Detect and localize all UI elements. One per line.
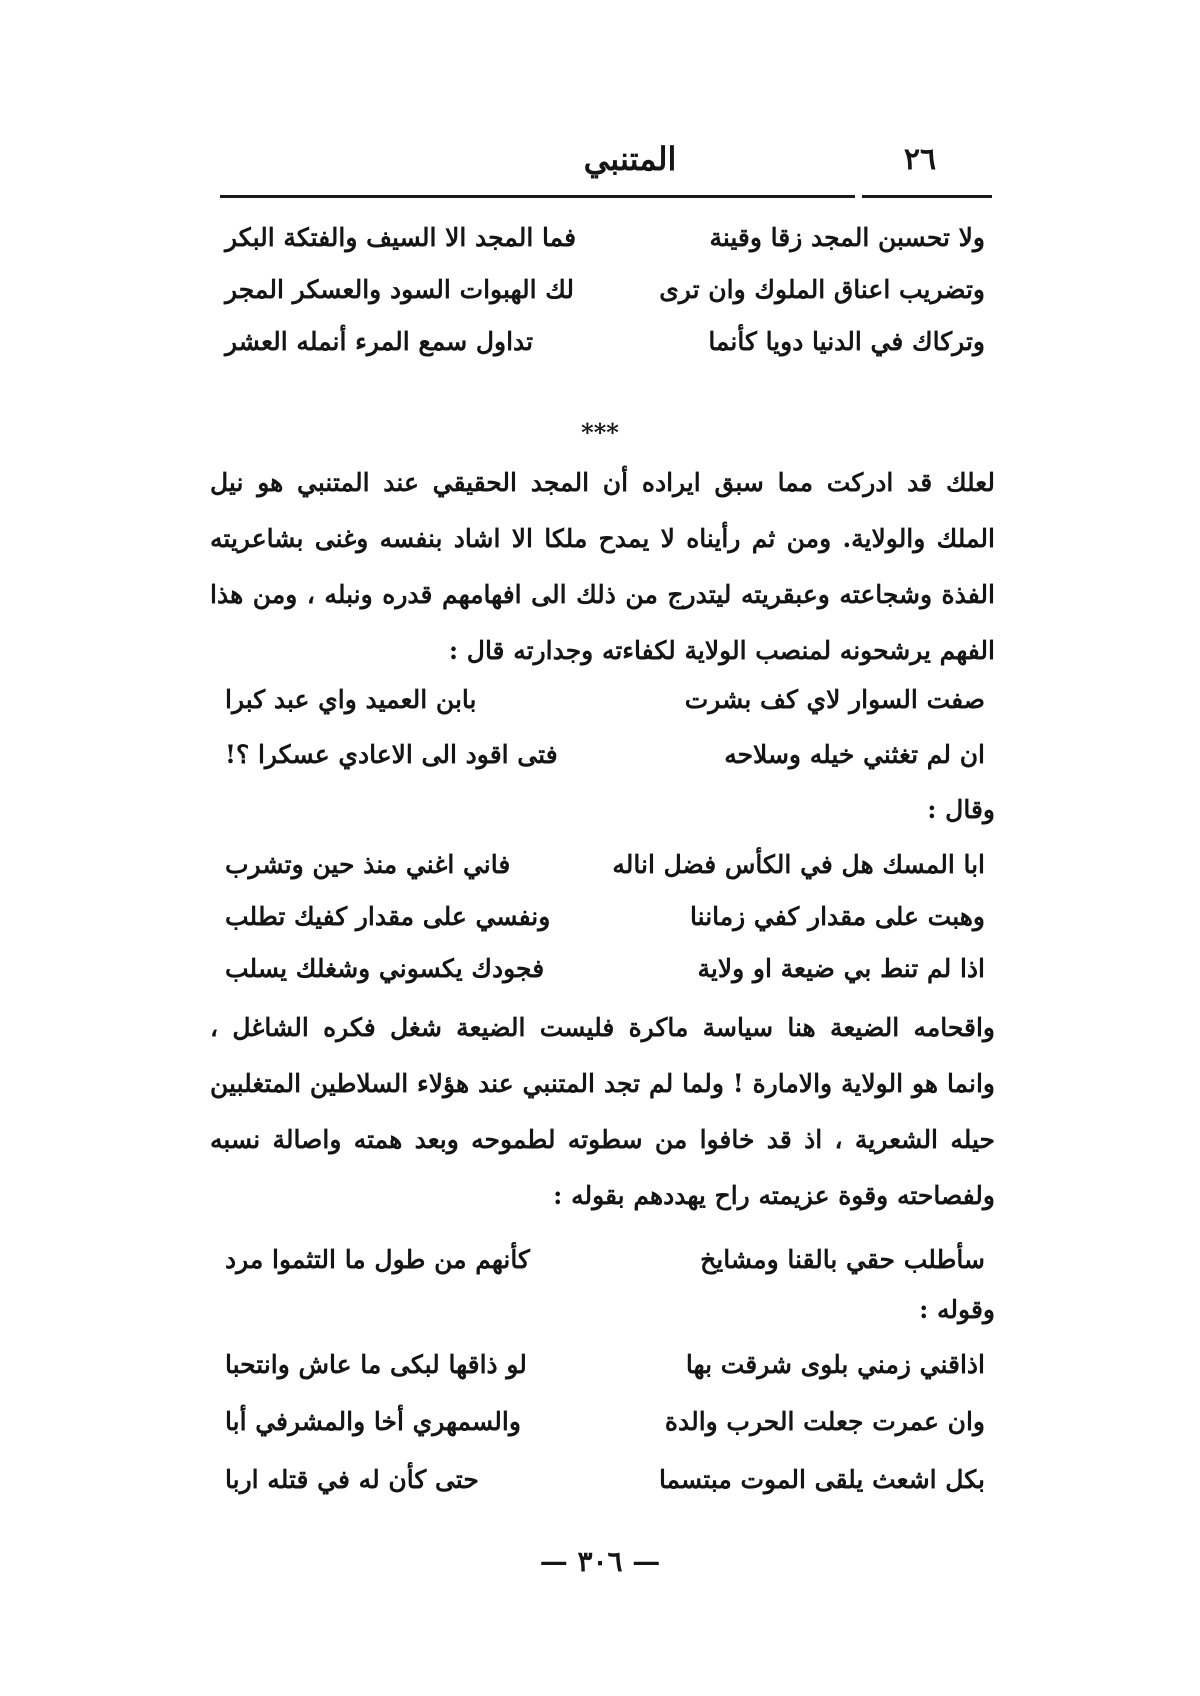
verse-first-hemistich: ان لم تغثني خيله وسلاحه (724, 740, 985, 769)
verse-first-hemistich: وتركاك في الدنيا دويا كأنما (708, 327, 985, 356)
verse-line (225, 218, 985, 258)
footer-page-number: — ٣٠٦ — (539, 1545, 661, 1578)
verse-intro: وقوله : (919, 1295, 995, 1324)
verse-first-hemistich: اذا لم تنط بي ضيعة او ولاية (697, 954, 985, 983)
verse-line (225, 1240, 985, 1280)
verse-second-hemistich: كأنهم من طول ما التثموا مرد (225, 1245, 530, 1274)
verse-second-hemistich: فتى اقود الى الاعادي عسكرا ؟! (225, 740, 558, 769)
verse-second-hemistich: فاني اغني منذ حين وتشرب (225, 850, 511, 879)
verse-second-hemistich: حتى كأن له في قتله اربا (225, 1465, 479, 1494)
verse-first-hemistich: بكل اشعث يلقى الموت مبتسما (658, 1465, 985, 1494)
running-title: المتنبي (583, 140, 677, 178)
verse-line (225, 897, 985, 937)
verse-first-hemistich: ابا المسك هل في الكأس فضل اناله (612, 850, 985, 879)
verse-line (225, 680, 985, 720)
section-separator: *** (581, 418, 619, 447)
verse-line (225, 845, 985, 885)
verse-second-hemistich: ونفسي على مقدار كفيك تطلب (225, 902, 551, 931)
verse-first-hemistich: ولا تحسبن المجد زقا وقينة (709, 223, 985, 252)
verse-first-hemistich: سأطلب حقي بالقنا ومشايخ (700, 1245, 985, 1274)
verse-intro: وقال : (927, 795, 995, 824)
verse-line (225, 949, 985, 989)
body-paragraph: لعلك قد ادركت مما سبق ايراده أن المجد الحقيقي عند المتنبي هو نيل الملك والولاية. ومن ثم رأيناه لا يمدح ملكا الا اشاد بنفسه وغنى بشاعريته الفذة وشجاعته وعبقريته ليتدرج من ذلك الى افهامهم قدره ونبله ، ومن هذا الفهم يرشحونه لمنصب الولاية لكفاءته وجدارته قال : (210, 468, 995, 665)
verse-line (225, 322, 985, 362)
verse-second-hemistich: لك الهبوات السود والعسكر المجر (225, 275, 574, 304)
verse-second-hemistich: والسمهري أخا والمشرفي أبا (225, 1407, 521, 1436)
verse-first-hemistich: وتضريب اعناق الملوك وان ترى (659, 275, 985, 304)
verse-first-hemistich: صفت السوار لاي كف بشرت (684, 685, 985, 714)
header-rule-right (862, 195, 992, 198)
running-page-number: ٢٦ (903, 142, 937, 177)
verse-line (225, 1460, 985, 1500)
verse-first-hemistich: وهبت على مقدار كفي زماننا (690, 902, 985, 931)
body-paragraph: واقحامه الضيعة هنا سياسة ماكرة فليست الضيعة شغل فكره الشاغل ، وانما هو الولاية والامارة ! ولما لم تجد المتنبي عند هؤلاء السلاطين المتغلبين حيله الشعرية ، اذ قد خافوا من سطوته لطموحه وبعد همته واصالة نسبه ولفصاحته وقوة عزيمته راح يهددهم بقوله : (210, 1013, 995, 1210)
verse-line (225, 1345, 985, 1385)
verse-second-hemistich: لو ذاقها لبكى ما عاش وانتحبا (225, 1350, 527, 1379)
verse-second-hemistich: تداول سمع المرء أنمله العشر (225, 327, 534, 356)
verse-line (225, 1402, 985, 1442)
verse-line (225, 735, 985, 775)
verse-first-hemistich: اذاقني زمني بلوى شرقت بها (685, 1350, 985, 1379)
verse-second-hemistich: بابن العميد واي عبد كبرا (225, 685, 477, 714)
verse-second-hemistich: فما المجد الا السيف والفتكة البكر (225, 223, 577, 252)
verse-first-hemistich: وان عمرت جعلت الحرب والدة (664, 1407, 985, 1436)
verse-line (225, 270, 985, 310)
header-rule-left (220, 195, 855, 198)
verse-second-hemistich: فجودك يكسوني وشغلك يسلب (225, 954, 545, 983)
